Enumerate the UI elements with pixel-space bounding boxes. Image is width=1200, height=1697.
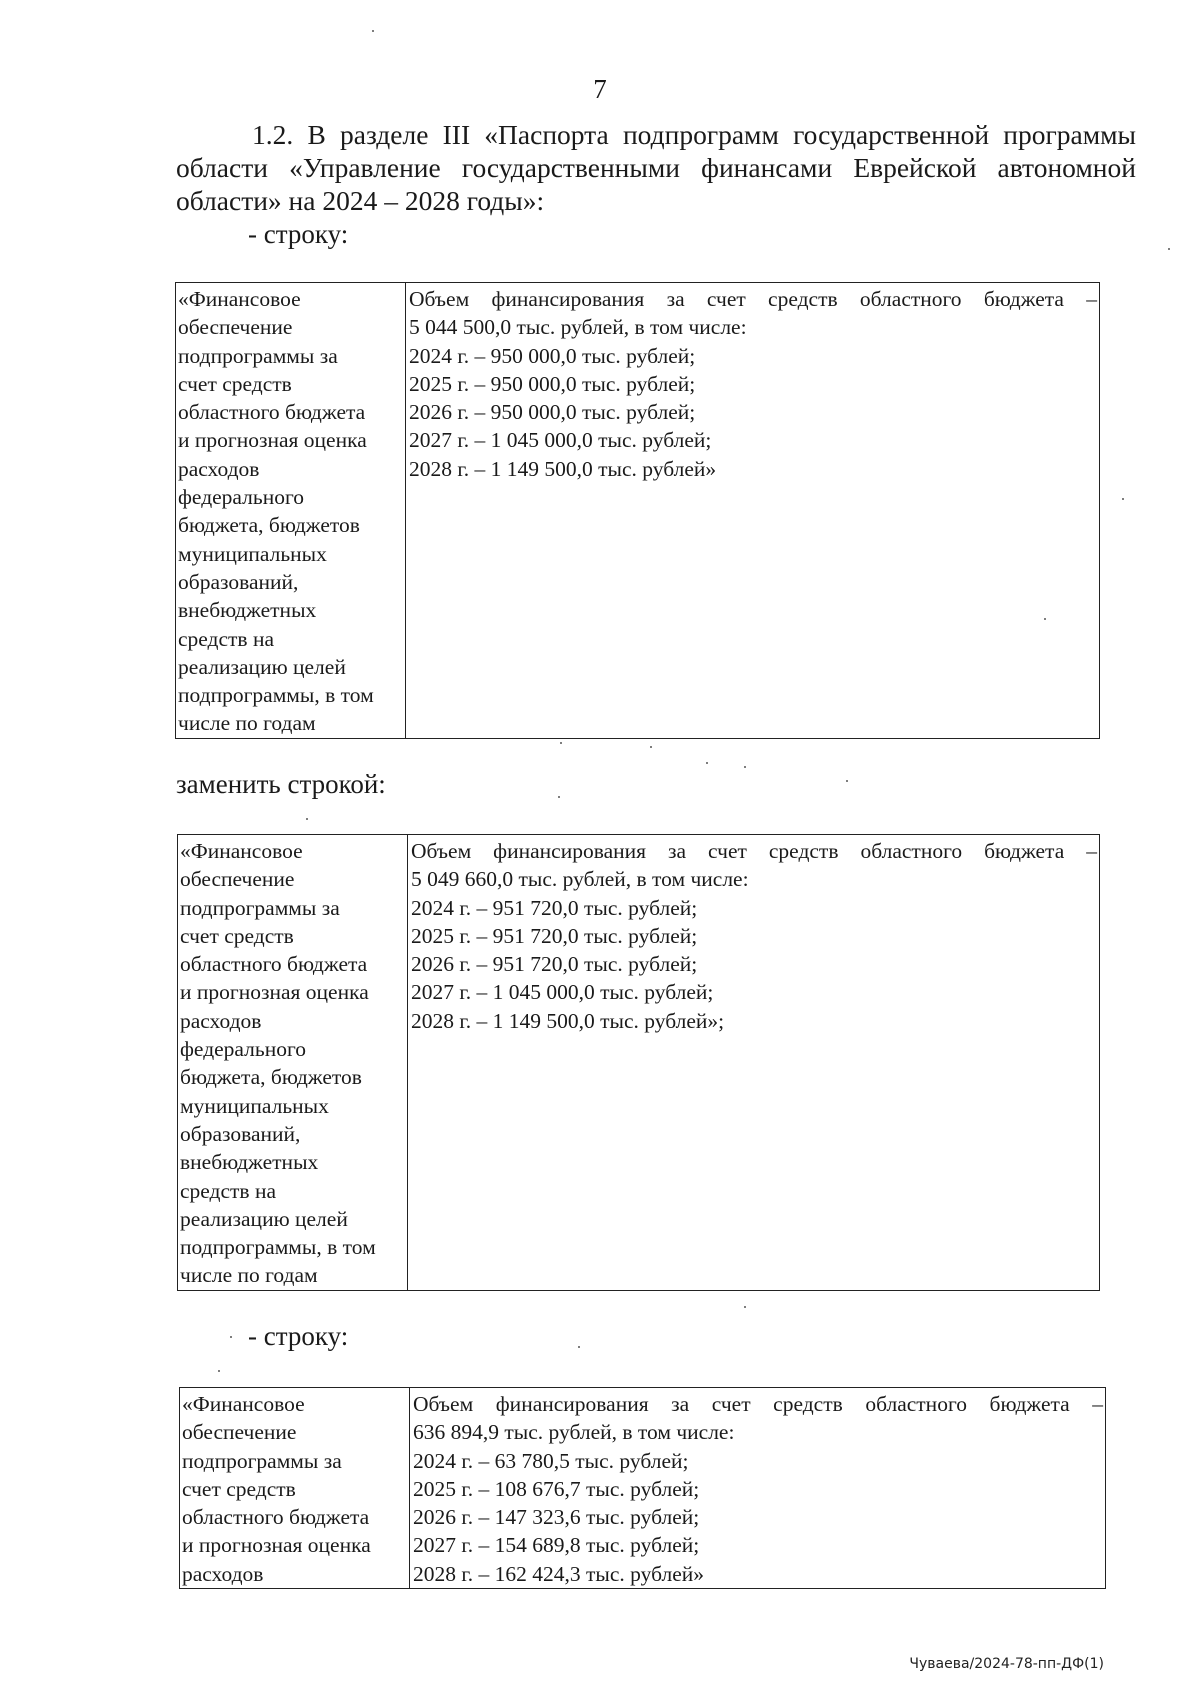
scan-speck [230, 1336, 232, 1338]
funding-lead: Объем финансирования за счет средств областного бюджета – [409, 287, 1097, 311]
funding-line: 2025 г. – 108 676,7 тыс. рублей; [413, 1476, 700, 1501]
funding-line: 2028 г. – 1 149 500,0 тыс. рублей»; [411, 1008, 725, 1033]
funding-line: 2027 г. – 154 689,8 тыс. рублей; [413, 1533, 700, 1558]
instruction-row-2: - строку: [248, 1321, 349, 1351]
scan-speck [558, 796, 560, 798]
scan-speck [372, 30, 374, 32]
scan-speck [578, 1346, 580, 1348]
instruction-replace: заменить строкой: [176, 769, 386, 799]
table-row-label: «Финансовое обеспечение подпрограммы за счет средств областного бюджета и прогнозная оценка расходов [180, 1388, 410, 1589]
table-row-value [408, 835, 1100, 1291]
page-number: 7 [593, 74, 607, 104]
instruction-row-1: - строку: [248, 219, 349, 249]
table-new-row [177, 834, 1100, 1291]
table-row-label: «Финансовое обеспечение подпрограммы за счет средств областного бюджета и прогнозная оценка расходов федерального бюджета, бюджетов муниципальных образований, внебюджетных средств на реализацию целей подпрограммы, в том числе по годам [178, 835, 408, 1291]
scan-speck [744, 1306, 746, 1308]
scan-speck [1122, 498, 1124, 500]
scan-speck [650, 746, 652, 748]
funding-line: 2025 г. – 951 720,0 тыс. рублей; [411, 923, 698, 948]
funding-line: 2025 г. – 950 000,0 тыс. рублей; [409, 371, 696, 396]
scan-speck [560, 742, 562, 744]
funding-line: 2026 г. – 147 323,6 тыс. рублей; [413, 1505, 700, 1530]
funding-line: 5 049 660,0 тыс. рублей, в том числе: [411, 867, 749, 892]
funding-line: 2024 г. – 63 780,5 тыс. рублей; [413, 1448, 689, 1473]
document-footer-code: Чуваева/2024-78-пп-ДФ(1) [909, 1656, 1104, 1672]
funding-line: 2026 г. – 951 720,0 тыс. рублей; [411, 952, 698, 977]
scan-speck [1044, 618, 1046, 620]
table-row-value [406, 283, 1100, 739]
scan-speck [1168, 248, 1170, 250]
funding-line: 2024 г. – 950 000,0 тыс. рублей; [409, 343, 696, 368]
funding-line: 5 044 500,0 тыс. рублей, в том числе: [409, 315, 747, 340]
scan-speck [846, 780, 848, 782]
funding-line: 2028 г. – 162 424,3 тыс. рублей» [413, 1561, 705, 1586]
funding-line: 636 894,9 тыс. рублей, в том числе: [413, 1420, 735, 1445]
scan-speck [706, 762, 708, 764]
funding-line: 2026 г. – 950 000,0 тыс. рублей; [409, 400, 696, 425]
intro-rest: области «Управление государственными финансами Еврейской автономной области» на 2024 – 2028 годы»: [176, 152, 1136, 216]
scan-speck [218, 1370, 220, 1372]
funding-line: 2027 г. – 1 045 000,0 тыс. рублей; [411, 980, 714, 1005]
table-old-row-1 [175, 282, 1100, 739]
scan-speck [744, 766, 746, 768]
funding-line: 2028 г. – 1 149 500,0 тыс. рублей» [409, 456, 717, 481]
funding-line: 2027 г. – 1 045 000,0 тыс. рублей; [409, 428, 712, 453]
funding-lead: Объем финансирования за счет средств областного бюджета – [413, 1392, 1103, 1416]
table-row-value [410, 1388, 1106, 1589]
table-row-label: «Финансовое обеспечение подпрограммы за счет средств областного бюджета и прогнозная оценка расходов федерального бюджета, бюджетов муниципальных образований, внебюджетных средств на реализацию целей подпрограммы, в том числе по годам [176, 283, 406, 739]
funding-line: 2024 г. – 951 720,0 тыс. рублей; [411, 895, 698, 920]
table-old-row-2 [179, 1387, 1106, 1589]
scan-speck [306, 818, 308, 820]
intro-first-line: 1.2. В разделе III «Паспорта подпрограмм государственной программы [252, 119, 1136, 150]
intro-paragraph [176, 118, 1136, 217]
funding-lead: Объем финансирования за счет средств областного бюджета – [411, 839, 1097, 863]
